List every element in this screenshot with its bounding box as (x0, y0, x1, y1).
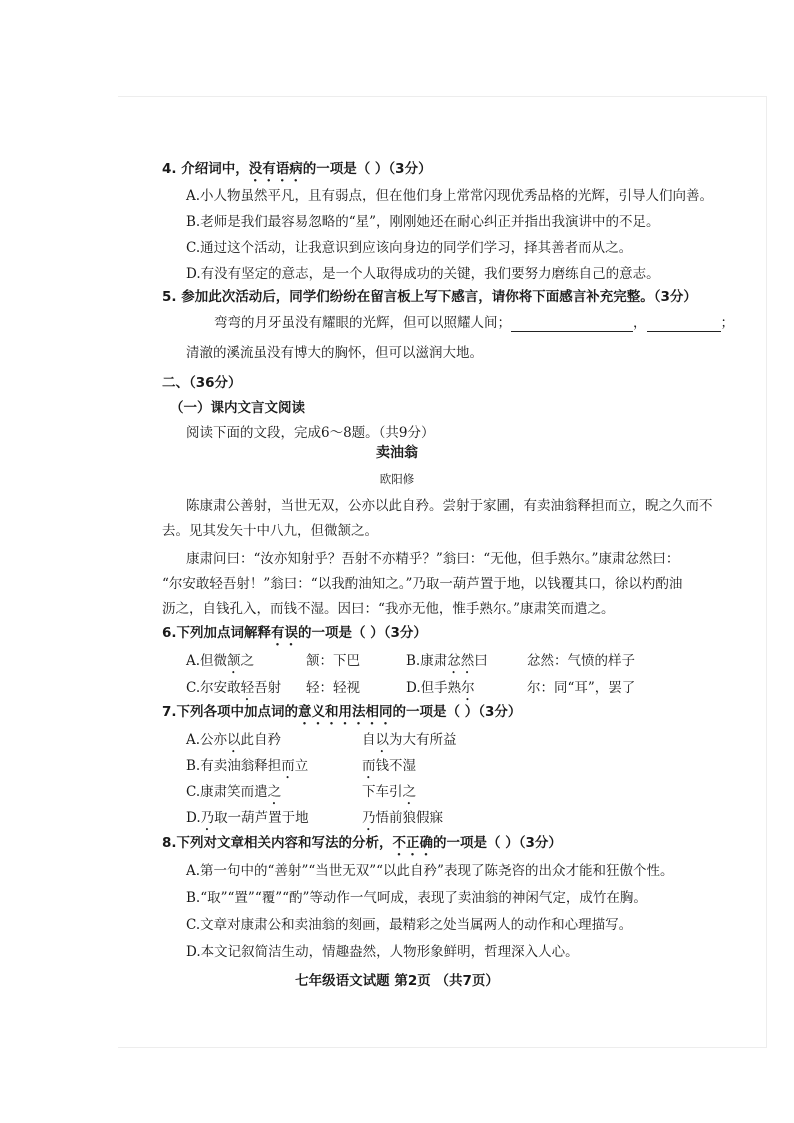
q7-a1-post: 此自矜 (240, 732, 282, 748)
q6-option-c-explain: 轻：轻视 (306, 680, 360, 696)
q7-option-d-right (362, 809, 443, 834)
section2-heading: 二、（36分） (162, 375, 242, 391)
q6-stem (162, 624, 427, 649)
section2-subheading: （一）课内文言文阅读 (170, 400, 305, 416)
q7-stem-suffix: 的一项是（ ）（3分） (392, 704, 522, 720)
q7-d2-dot: 乃 (362, 810, 376, 826)
q5-sep-1: ， (633, 315, 647, 331)
q7-c2-dot: 之 (402, 784, 416, 800)
q5-sep-2: ； (720, 315, 734, 331)
q6-option-a-explain: 颔：下巴 (306, 653, 360, 669)
passage-p1-line1: 陈康肃公善射，当世无双，公亦以此自矜。尝射于家圃，有卖油翁释担而立，睨之久而不 (186, 498, 713, 514)
q6-option-d (406, 679, 475, 704)
q8-option-d: D.本文记叙简洁生动，情趣盎然，人物形象鲜明，哲理深入人心。 (186, 944, 579, 960)
q7-option-c-right (362, 783, 416, 808)
q8-stem-prefix: 8.下列对文章相关内容和写法的分析， (162, 835, 393, 851)
q4-stem (162, 160, 432, 185)
passage-title: 卖油翁 (376, 445, 418, 461)
q7-stem-prefix: 7.下列各项中加点词的 (162, 704, 299, 720)
q8-option-b: B.“取”“置”“覆”“酌”等动作一气呵成，表现了卖油翁的神闲气定，成竹在胸。 (186, 890, 647, 906)
q8-option-a: A.第一句中的“善射”“当世无双”“以此自矜”表现了陈尧咨的出众才能和狂傲个性。 (186, 863, 674, 879)
q7-stem-key: 意义和用法相同 (298, 704, 393, 720)
q6-option-d-explain: 尔：同“耳”，罢了 (527, 680, 636, 696)
q8-stem (162, 834, 562, 859)
q6-stem-key: 有误 (271, 625, 299, 641)
page-footer: 七年级语文试题 第2页 （共7页） (295, 973, 499, 989)
q6-a-pre: A.但微 (186, 653, 228, 669)
q4-stem-prefix: 4. 介绍词中， (162, 161, 249, 177)
q7-d1-pre: D. (186, 810, 201, 826)
q7-b1-post: 立 (294, 758, 309, 774)
q7-option-d-left (186, 809, 309, 834)
q4-option-b: B.老师是我们最容易忽略的“星”，刚刚她还在耐心纠正并指出我演讲中的不足。 (186, 214, 660, 230)
q6-a-dot: 颔 (227, 653, 241, 669)
q7-a1-pre: A.公亦 (186, 732, 228, 748)
q6-option-b (406, 652, 488, 677)
q7-d2-post: 悟前狼假寐 (375, 810, 443, 826)
q7-b2-post: 钱不湿 (375, 758, 416, 774)
q7-option-b-right (362, 757, 416, 782)
q4-stem-key: 没有语病 (248, 161, 303, 177)
q4-stem-suffix: 的一项是（ ）（3分） (302, 161, 432, 177)
q7-b1-dot: 而 (281, 758, 295, 774)
q4-option-a: A.小人物虽然平凡，且有弱点，但在他们身上常常闪现优秀品格的光辉，引导人们向善。 (186, 188, 714, 204)
q7-option-a-right (362, 731, 457, 756)
q5-line1-text: 弯弯的月牙虽没有耀眼的光辉，但可以照耀人间； (214, 315, 511, 331)
q7-d1-post: 取一葫芦置于地 (214, 810, 309, 826)
q5-line1 (214, 314, 734, 332)
q5-line2: 清澈的溪流虽没有博大的胸怀，但可以滋润大地。 (186, 345, 483, 361)
passage-p2-line3: 沥之，自钱孔入，而钱不湿。因曰：“我亦无他，惟手熟尔。”康肃笑而遣之。 (162, 601, 615, 617)
q5-blank-1[interactable] (511, 317, 633, 332)
q6-stem-prefix: 6.下列加点词解释 (162, 625, 272, 641)
passage-p1-line2: 去。见其发矢十中八九，但微颔之。 (162, 523, 378, 539)
q5-stem: 5. 参加此次活动后，同学们纷纷在留言板上写下感言，请你将下面感言补充完整。（3分） (162, 289, 697, 305)
q7-stem (162, 703, 521, 728)
q7-option-a-left (186, 731, 281, 756)
q7-a2-pre: 自 (362, 732, 376, 748)
q7-c1-dot: 之 (267, 784, 282, 800)
q6-b-pre: B.康肃 (406, 653, 448, 669)
q8-stem-key: 不正确 (392, 835, 434, 851)
q6-d-pre: D.但手熟 (406, 680, 462, 696)
section2-intro: 阅读下面的文段，完成6～8题。（共9分） (186, 425, 435, 441)
q7-c2-pre: 下车引 (362, 784, 403, 800)
q7-a1-dot: 以 (227, 732, 241, 748)
q8-option-c: C.文章对康肃公和卖油翁的刻画，最精彩之处当属两人的动作和心理描写。 (186, 917, 633, 933)
q7-a2-dot: 以 (375, 732, 389, 748)
q6-b-dot: 忿然 (447, 653, 475, 669)
q6-c-dot: 轻 (240, 680, 255, 696)
q6-stem-suffix: 的一项是（ ）（3分） (298, 625, 427, 641)
q4-option-c: C.通过这个活动，让我意识到应该向身边的同学们学习，择其善者而从之。 (186, 240, 633, 256)
passage-p2-line2: “尔安敢轻吾射！”翁曰：“以我酌油知之。”乃取一葫芦置于地，以钱覆其口，徐以杓酌油 (162, 576, 683, 592)
q6-a-post: 之 (240, 653, 255, 669)
q6-option-a (186, 652, 254, 677)
q6-option-c (186, 679, 281, 704)
q7-option-c-left (186, 783, 281, 808)
q7-d1-dot: 乃 (200, 810, 215, 826)
q6-option-b-explain: 忿然：气愤的样子 (527, 653, 635, 669)
q7-a2-post: 为大有所益 (389, 732, 457, 748)
q6-d-dot: 尔 (461, 680, 475, 696)
q7-b2-dot: 而 (362, 758, 376, 774)
passage-author: 欧阳修 (379, 472, 415, 486)
q5-blank-2[interactable] (647, 317, 721, 332)
q7-option-b-left (186, 757, 308, 782)
q6-b-post: 曰 (474, 653, 488, 669)
q7-c1-pre: C.康肃笑而遣 (186, 784, 268, 800)
q6-c-pre: C.尔安敢 (186, 680, 241, 696)
q4-option-d: D.有没有坚定的意志，是一个人取得成功的关键，我们要努力磨练自己的意志。 (186, 266, 660, 282)
q8-stem-suffix: 的一项是（ ）（3分） (433, 835, 562, 851)
passage-p2-line1: 康肃问曰：“汝亦知射乎？吾射不亦精乎？”翁曰：“无他，但手熟尔。”康肃忿然曰： (186, 551, 680, 567)
q7-b1-pre: B.有卖油翁释担 (186, 758, 282, 774)
q6-c-post: 吾射 (254, 680, 282, 696)
